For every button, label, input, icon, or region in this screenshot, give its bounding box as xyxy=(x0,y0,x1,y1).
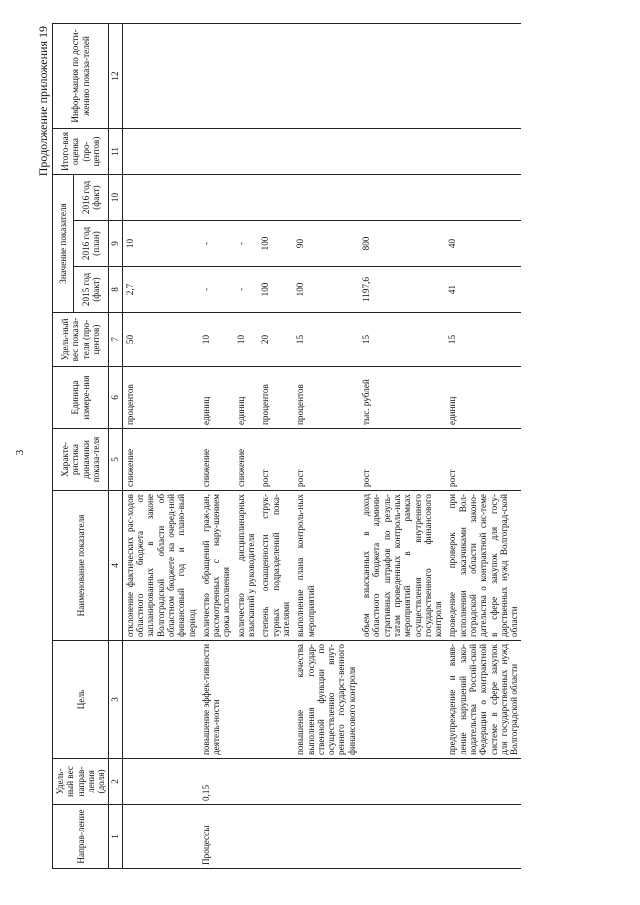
cell-2015-fact: 100 xyxy=(258,267,293,313)
header-2015-fact: 2015 год (факт) xyxy=(74,267,109,313)
cell-goal xyxy=(359,641,445,759)
cell-unit: процентов xyxy=(258,367,293,429)
cell-unit: единиц xyxy=(199,367,234,429)
cell-direction xyxy=(293,805,359,869)
cell-direction xyxy=(234,805,259,869)
cell-weight: 15 xyxy=(445,313,521,367)
table-row xyxy=(234,24,259,869)
cell-2016-plan: - xyxy=(234,221,259,267)
cell-weight: 10 xyxy=(234,313,259,367)
cell-share xyxy=(359,759,445,805)
cell-indicator-name: объем взысканных в доход областного бюджета админи-стративных штрафов по резуль-татам проведенных контроль-ных мероприятий в рамках осуществления внутреннего государственного финансового контроля xyxy=(359,491,445,641)
cell-dynamics: рост xyxy=(293,429,359,491)
cell-2016-fact xyxy=(258,175,293,221)
column-number: 1 xyxy=(109,805,122,869)
cell-indicator-name: выполнение плана контроль-ных мероприятий xyxy=(293,491,359,641)
cell-2016-fact xyxy=(359,175,445,221)
cell-weight: 10 xyxy=(199,313,234,367)
header-direction-share: Удель-ный вес направ-ления (доля) xyxy=(53,759,109,805)
header-2016-plan: 2016 год (план) xyxy=(74,221,109,267)
header-row xyxy=(53,24,74,869)
cell-2015-fact: - xyxy=(199,267,234,313)
cell-2015-fact: 2,7 xyxy=(122,267,199,313)
cell-direction xyxy=(258,805,293,869)
cell-unit: процентов xyxy=(293,367,359,429)
table-row xyxy=(359,24,445,869)
cell-info xyxy=(199,24,234,129)
cell-info xyxy=(234,24,259,129)
cell-total xyxy=(258,129,293,175)
cell-2015-fact: 1197,6 xyxy=(359,267,445,313)
page-number: 3 xyxy=(14,449,26,456)
cell-2016-plan: - xyxy=(199,221,234,267)
cell-unit: процентов xyxy=(122,367,199,429)
header-goal: Цель xyxy=(53,641,109,759)
cell-goal xyxy=(234,641,259,759)
cell-goal: предупреждение и выяв-ление нарушений зако-нодательства Россий-ской Федерации о контрактной системе в сфере закупок для государственных нужд Волгоградской области xyxy=(445,641,521,759)
cell-total xyxy=(234,129,259,175)
cell-2016-plan: 10 xyxy=(122,221,199,267)
header-total-score: Итого-вая оценка (про-центов) xyxy=(53,129,109,175)
cell-indicator-name: количество обращений граж-дан, рассмотренных с нару-шением срока исполнения xyxy=(199,491,234,641)
cell-direction xyxy=(122,805,199,869)
column-number: 11 xyxy=(109,129,122,175)
cell-2016-fact xyxy=(122,175,199,221)
column-numbers-row xyxy=(109,24,122,869)
continuation-caption: Продолжение приложения 19 xyxy=(36,26,50,177)
table-row xyxy=(293,24,359,869)
cell-goal: повышение качества выполнения государ-ственной функции по осуществлению внут-реннего государст-венного финансового контроля xyxy=(293,641,359,759)
cell-2015-fact: - xyxy=(234,267,259,313)
column-number: 6 xyxy=(109,367,122,429)
cell-2016-plan: 800 xyxy=(359,221,445,267)
cell-share xyxy=(293,759,359,805)
cell-2016-plan: 90 xyxy=(293,221,359,267)
cell-info xyxy=(359,24,445,129)
cell-2016-fact xyxy=(199,175,234,221)
cell-dynamics: снижение xyxy=(199,429,234,491)
column-number: 3 xyxy=(109,641,122,759)
header-dynamics: Характе-ристика динамики показа-теля xyxy=(53,429,109,491)
cell-share xyxy=(122,759,199,805)
cell-total xyxy=(445,129,521,175)
cell-unit: единиц xyxy=(445,367,521,429)
cell-unit: единиц xyxy=(234,367,259,429)
column-number: 2 xyxy=(109,759,122,805)
cell-2016-plan: 100 xyxy=(258,221,293,267)
cell-weight: 15 xyxy=(293,313,359,367)
cell-total xyxy=(359,129,445,175)
header-direction: Направ-ление xyxy=(53,805,109,869)
cell-direction xyxy=(359,805,445,869)
table-row xyxy=(122,24,199,869)
column-number: 4 xyxy=(109,491,122,641)
cell-info xyxy=(445,24,521,129)
cell-indicator-name: количество дисциплинарных взысканий у руководителя xyxy=(234,491,259,641)
column-number: 12 xyxy=(109,24,122,129)
cell-goal xyxy=(258,641,293,759)
cell-dynamics: рост xyxy=(258,429,293,491)
cell-share xyxy=(234,759,259,805)
cell-direction xyxy=(445,805,521,869)
cell-2016-fact xyxy=(445,175,521,221)
cell-2016-fact xyxy=(234,175,259,221)
cell-2016-fact xyxy=(293,175,359,221)
cell-dynamics: рост xyxy=(445,429,521,491)
column-number: 10 xyxy=(109,175,122,221)
column-number: 8 xyxy=(109,267,122,313)
cell-share: 0,15 xyxy=(199,759,234,805)
table-row xyxy=(199,24,234,869)
cell-indicator-name: степень оснащенности струк-турных подразделений пока-зателями xyxy=(258,491,293,641)
cell-indicator-name: проведение проверок при исполнении заказчиками Вол-гоградской области законо-дательства о контрактной сис-теме в сфере закупок для госу-дарственных нужд Волгоград-ской области xyxy=(445,491,521,641)
indicators-table xyxy=(52,23,521,869)
cell-weight: 50 xyxy=(122,313,199,367)
cell-total xyxy=(199,129,234,175)
cell-dynamics: снижение xyxy=(234,429,259,491)
cell-weight: 20 xyxy=(258,313,293,367)
table-row xyxy=(258,24,293,869)
header-indicator-weight: Удель-ный вес показа-теля (про-центов) xyxy=(53,313,109,367)
cell-dynamics: снижение xyxy=(122,429,199,491)
header-indicator-name: Наименование показателя xyxy=(53,491,109,641)
column-number: 7 xyxy=(109,313,122,367)
cell-indicator-name: отклонение фактических рас-ходов областного бюджета от запланированных в законе Волгоградской области об областном бюджете на очеред-ной финансовый год и плано-вый период xyxy=(122,491,199,641)
cell-goal: повышение эффек-тивности деятель-ности xyxy=(199,641,234,759)
cell-total xyxy=(122,129,199,175)
header-achievement-info: Инфор-мация по дости-жению показа-телей xyxy=(53,24,109,129)
cell-unit: тыс. рублей xyxy=(359,367,445,429)
header-values-group: Значение показателя xyxy=(53,175,74,313)
cell-2016-plan: 40 xyxy=(445,221,521,267)
cell-2015-fact: 41 xyxy=(445,267,521,313)
cell-share xyxy=(258,759,293,805)
cell-info xyxy=(258,24,293,129)
cell-dynamics: рост xyxy=(359,429,445,491)
column-number: 5 xyxy=(109,429,122,491)
header-unit: Единица измере-ния xyxy=(53,367,109,429)
header-2016-fact: 2016 год (факт) xyxy=(74,175,109,221)
cell-2015-fact: 100 xyxy=(293,267,359,313)
cell-info xyxy=(122,24,199,129)
cell-share xyxy=(445,759,521,805)
cell-info xyxy=(293,24,359,129)
cell-total xyxy=(293,129,359,175)
cell-direction: Процессы xyxy=(199,805,234,869)
column-number: 9 xyxy=(109,221,122,267)
table-row xyxy=(445,24,521,869)
cell-weight: 15 xyxy=(359,313,445,367)
cell-goal xyxy=(122,641,199,759)
